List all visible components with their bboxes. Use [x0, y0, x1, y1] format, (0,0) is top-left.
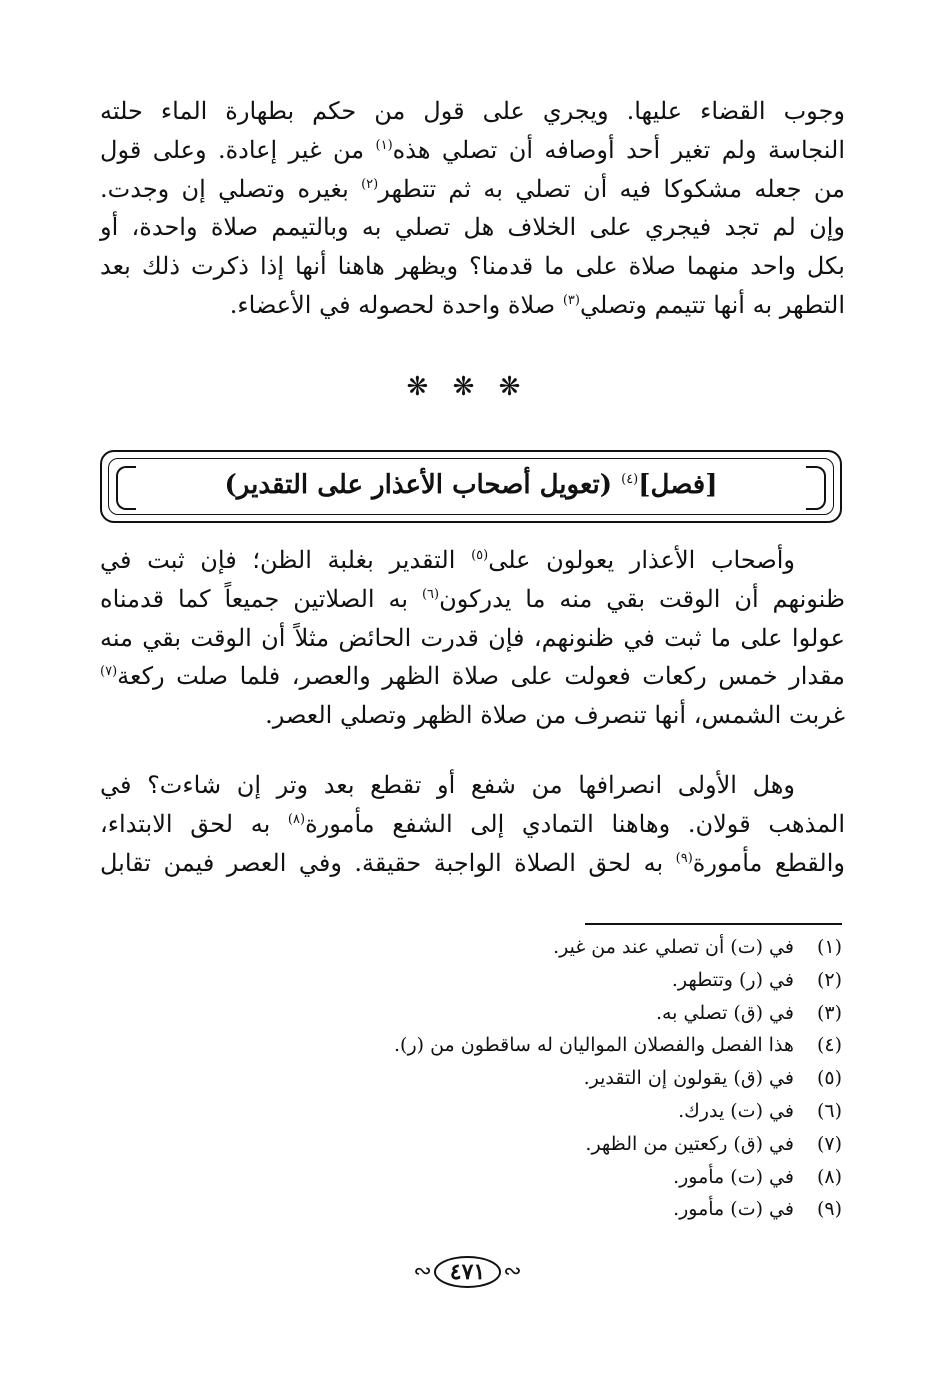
- footnote-divider: [585, 923, 842, 925]
- footnote-ref[interactable]: (١): [375, 137, 393, 153]
- text-line: وإن لم تجد فيجري على الخلاف هل تصلي به وبالتيمم صلاة واحدة، أو: [100, 213, 845, 242]
- text-line: وهل الأولى انصرافها من شفع أو تقطع بعد وتر إن شاءت؟ في: [100, 771, 795, 799]
- paragraph-1-text: [100, 92, 845, 325]
- footnote-text: هذا الفصل والفصلان المواليان له ساقطون من (ر).: [394, 1034, 794, 1057]
- text-line: وجوب القضاء عليها. ويجري على قول من حكم بطهارة الماء حلته: [100, 97, 845, 125]
- flourish-right-icon: ∾: [503, 1259, 522, 1284]
- text-line: ظنونهم أن الوقت بقي منه ما يدركون$^{(٦)}$ به الصلاتين جميعاً كما قدمناه: [100, 584, 845, 613]
- footnote-text: في (ت) مأمور.: [673, 1198, 794, 1221]
- footnote-text: في (ق) يقولون إن التقدير.: [583, 1067, 794, 1090]
- footnote-ref[interactable]: (٥): [471, 548, 489, 563]
- footnote-ref[interactable]: (٩): [675, 850, 693, 866]
- footnote-item: [100, 1095, 842, 1128]
- paragraph-3: [100, 766, 845, 882]
- text-line: من جعله مشكوكا فيه أن تصلي به ثم تتطهر$^{(٢)}$ بغيره وتصلي إن وجدت.: [100, 174, 846, 203]
- footnote-text: في (ت) مأمور.: [673, 1165, 794, 1188]
- footnote-item: [100, 931, 842, 964]
- page-number-block: [0, 1256, 935, 1288]
- text-line: غربت الشمس، أنها تنصرف من صلاة الظهر وتصلي العصر.: [265, 701, 845, 730]
- paragraph-2: [100, 541, 845, 735]
- footnote-number: (١): [816, 936, 842, 958]
- footnote-number: (٨): [816, 1165, 842, 1188]
- footnote-ref[interactable]: (٦): [421, 586, 440, 602]
- footnote-item: [100, 1062, 842, 1095]
- text-line: المذهب قولان. وهاهنا التمادي إلى الشفع مأمورة$^{(٨)}$ به لحق الابتداء،: [100, 809, 846, 838]
- footnote-ref[interactable]: (٤): [621, 472, 639, 487]
- footnote-number: (٤): [816, 1034, 842, 1057]
- footnote-item: [100, 1161, 842, 1194]
- paragraph-1: [100, 92, 845, 325]
- footnotes-list: [100, 931, 842, 1226]
- section-heading: [فصل]$^{(٤)}$ (تعويل أصحاب الأعذار على التقدير): [224, 470, 718, 500]
- footnote-text: في (ق) تصلي به.: [655, 1001, 794, 1024]
- section-separator-ornament: ❋ ❋ ❋: [406, 372, 529, 402]
- footnote-item: [100, 1128, 842, 1161]
- paragraph-2-text: [100, 541, 845, 735]
- footnote-item: [100, 1193, 842, 1226]
- page-number: ٤٧١: [434, 1256, 501, 1288]
- footnote-number: (٩): [816, 1198, 842, 1221]
- footnote-number: (٣): [816, 1001, 842, 1024]
- paragraph-3-text: [100, 766, 845, 882]
- footnote-ref[interactable]: (٢): [361, 176, 379, 192]
- text-line: التطهر به أنها تتيمم وتصلي$^{(٣)}$ صلاة واحدة لحصوله في الأعضاء.: [229, 290, 845, 319]
- text-line: بكل واحد منهما صلاة على ما قدمنا؟ ويظهر هاهنا أنها إذا ذكرت ذلك بعد: [100, 252, 845, 281]
- text-line: مقدار خمس ركعات فعولت على صلاة الظهر والعصر، فلما صلت ركعة$^{(٧)}$: [100, 662, 845, 691]
- footnote-text: في (ر) وتتطهر.: [671, 968, 794, 991]
- text-line: والقطع مأمورة$^{(٩)}$ به لحق الصلاة الواجبة حقيقة. وفي العصر فيمن تقابل: [100, 848, 846, 877]
- section-heading-frame: [100, 450, 842, 523]
- footnote-text: في (ق) ركعتين من الظهر.: [585, 1132, 794, 1155]
- flourish-left-icon: ∾: [413, 1259, 432, 1284]
- footnote-ref[interactable]: (٧): [100, 664, 118, 680]
- text-line: وأصحاب الأعذار يعولون على$^{(٥)}$ التقدير بغلبة الظن؛ فإن ثبت في: [100, 546, 795, 574]
- footnote-text: في (ت) أن تصلي عند من غير.: [553, 936, 794, 958]
- footnote-item: [100, 997, 842, 1030]
- text-line: النجاسة ولم تغير أحد أوصافه أن تصلي هذه$^{(١)}$ من غير إعادة. وعلى قول: [100, 135, 845, 164]
- text-line: عولوا على ما ثبت في ظنونهم، فإن قدرت الحائض مثلاً أن الوقت بقي منه: [100, 623, 845, 652]
- footnote-ref[interactable]: (٣): [562, 292, 580, 308]
- footnote-number: (٥): [816, 1067, 842, 1090]
- footnote-number: (٧): [816, 1132, 842, 1155]
- footnote-ref[interactable]: (٨): [287, 811, 306, 827]
- footnote-text: في (ت) يدرك.: [678, 1099, 794, 1122]
- footnote-item: [100, 964, 842, 997]
- footnote-number: (٦): [816, 1099, 842, 1122]
- footnote-item: [100, 1029, 842, 1062]
- footnote-number: (٢): [816, 968, 842, 991]
